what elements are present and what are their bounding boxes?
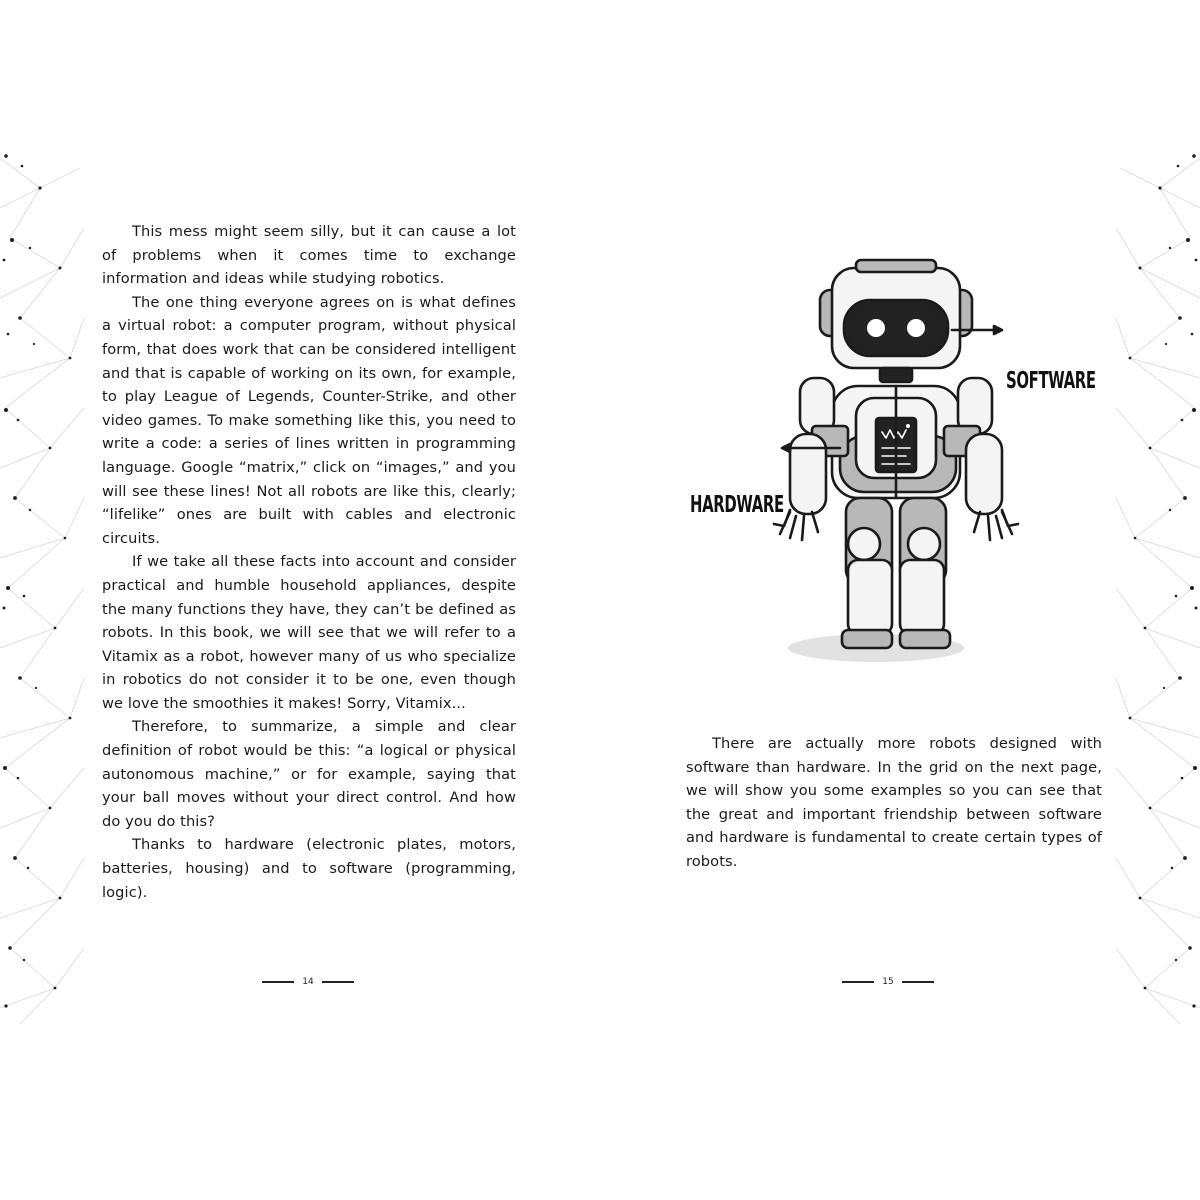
- robot-icon: [680, 248, 1100, 668]
- hardware-label: HARDWARE: [690, 492, 784, 518]
- right-network-pattern: [1116, 148, 1200, 1024]
- folio-rule: [262, 981, 294, 983]
- right-page-body: [686, 732, 1102, 874]
- left-paragraph-1: This mess might seem silly, but it can cause a lot of problems when it comes time to exchange information and ideas while studying robotics.: [102, 223, 516, 288]
- folio-rule: [842, 981, 874, 983]
- software-label: SOFTWARE: [1006, 368, 1096, 394]
- robot-illustration: [680, 248, 1100, 668]
- right-paragraph-1: There are actually more robots designed with software than hardware. In the grid on the next page, we will show you some examples so you can see that the great and important friendship between software and hardware is fundamental to create certain types of robots.: [686, 735, 1102, 870]
- left-page-body: [102, 220, 516, 904]
- left-paragraph-2: The one thing everyone agrees on is what defines a virtual robot: a computer program, without physical form, that does work that can be considered intelligent and that is capable of working on its own, for example, to play League of Legends, Counter-Strike, and other video games. To make something like this, you need to write a code: a series of lines written in programming language. Google “matrix,” click on “images,” and you will see these lines! Not all robots are like this, clearly; “lifelike” ones are built with cables and electronic circuits.: [102, 293, 516, 547]
- page-number-14: 14: [302, 977, 314, 987]
- folio-rule: [322, 981, 354, 983]
- left-paragraph-3: If we take all these facts into account and consider practical and humble household appliances, despite the many functions they have, they can’t be defined as robots. In this book, we will see that we will refer to a Vitamix as a robot, however many of us who specialize in robotics do not consider it to be one, even though we love the smoothies it makes! Sorry, Vitamix...: [102, 553, 516, 712]
- left-network-pattern: [0, 148, 84, 1024]
- left-paragraph-4: Therefore, to summarize, a simple and clear definition of robot would be this: “a logical or physical autonomous machine,” or for example, saying that your ball moves without your direct control. And how do you do this?: [102, 718, 516, 830]
- right-page-number: [838, 972, 938, 992]
- page-number-15: 15: [882, 977, 894, 987]
- left-paragraph-5: Thanks to hardware (electronic plates, motors, batteries, housing) and to software (programming, logic).: [102, 836, 516, 901]
- left-page-number: [258, 972, 358, 992]
- folio-rule: [902, 981, 934, 983]
- book-spread: [0, 148, 1200, 1024]
- network-pattern-icon: [0, 148, 84, 1024]
- network-pattern-icon: [1116, 148, 1200, 1024]
